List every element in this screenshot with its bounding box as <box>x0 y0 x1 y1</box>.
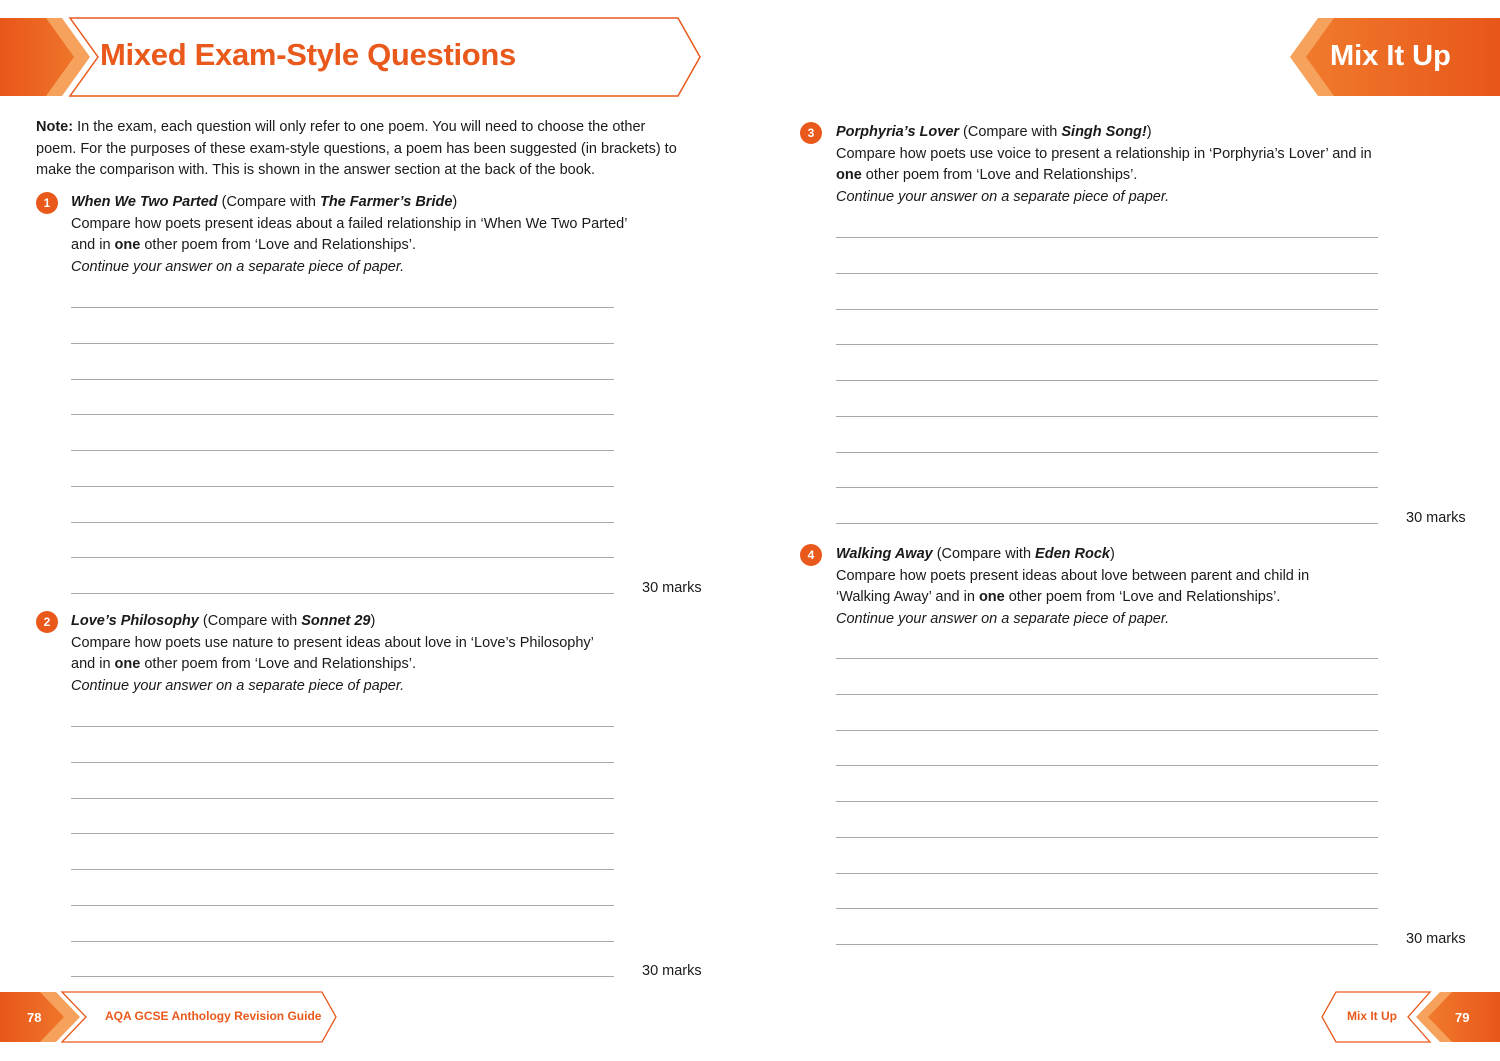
continue-instruction: Continue your answer on a separate piece of paper. <box>71 258 405 275</box>
question-number-badge: 3 <box>800 122 822 144</box>
question-text: and in one other poem from ‘Love and Relationships’. <box>71 237 416 253</box>
continue-instruction: Continue your answer on a separate piece of paper. <box>836 610 1170 627</box>
marks-label: 30 marks <box>1406 510 1466 526</box>
comparison-poem: The Farmer’s Bride <box>319 194 453 210</box>
question-heading: Walking Away (Compare with Eden Rock) <box>836 546 1115 562</box>
question-text: ‘Walking Away’ and in one other poem from ‘Love and Relationships’. <box>836 589 1281 605</box>
question-heading: When We Two Parted (Compare with The Farmer’s Bride) <box>71 194 458 210</box>
question-text: one other poem from ‘Love and Relationships’. <box>836 167 1138 183</box>
question-text: Compare how poets present ideas about love between parent and child in <box>836 567 1310 584</box>
question-heading: Love’s Philosophy (Compare with Sonnet 29) <box>71 613 376 629</box>
answer-lines[interactable] <box>71 307 614 597</box>
answer-lines[interactable] <box>71 726 614 980</box>
footer-section-title: Mix It Up <box>1347 1009 1397 1023</box>
marks-label: 30 marks <box>642 580 702 596</box>
question-number-badge: 1 <box>36 192 58 214</box>
comparison-poem: Singh Song! <box>1061 124 1147 140</box>
marks-label: 30 marks <box>1406 931 1466 947</box>
note-line-2: poem. For the purposes of these exam-style questions, a poem has been suggested (in brackets) to <box>36 140 677 157</box>
question-text: and in one other poem from ‘Love and Relationships’. <box>71 656 416 672</box>
question-2 <box>71 611 594 697</box>
note-label: Note: <box>36 119 74 135</box>
poem-title: Walking Away <box>836 546 933 562</box>
marks-label: 30 marks <box>642 963 702 979</box>
question-1 <box>71 192 627 278</box>
section-title: Mix It Up <box>1330 40 1451 72</box>
exam-note <box>36 117 677 182</box>
page-number-right: 79 <box>1455 1010 1470 1025</box>
poem-title: When We Two Parted <box>71 194 218 210</box>
question-text: Compare how poets use nature to present ideas about love in ‘Love’s Philosophy’ <box>71 634 594 651</box>
note-line-1: Note: In the exam, each question will only refer to one poem. You will need to choose the other <box>36 119 646 135</box>
question-number-badge: 4 <box>800 544 822 566</box>
note-line-3: make the comparison with. This is shown in the answer section at the back of the book. <box>36 162 596 178</box>
answer-lines[interactable] <box>836 658 1378 948</box>
continue-instruction: Continue your answer on a separate piece of paper. <box>71 677 405 694</box>
answer-lines[interactable] <box>836 237 1378 527</box>
continue-instruction: Continue your answer on a separate piece of paper. <box>836 188 1170 205</box>
book-title: AQA GCSE Anthology Revision Guide <box>105 1009 322 1023</box>
question-text: Compare how poets present ideas about a failed relationship in ‘When We Two Parted’ <box>71 215 628 232</box>
page-number-left: 78 <box>27 1010 42 1025</box>
page-title: Mixed Exam-Style Questions <box>100 37 516 72</box>
poem-title: Love’s Philosophy <box>71 613 199 629</box>
question-text: Compare how poets use voice to present a relationship in ‘Porphyria’s Lover’ and in <box>836 145 1372 162</box>
comparison-poem: Eden Rock <box>1035 546 1110 562</box>
question-4 <box>836 544 1309 630</box>
question-number-badge: 2 <box>36 611 58 633</box>
question-heading: Porphyria’s Lover (Compare with Singh Song!) <box>836 124 1152 140</box>
question-3 <box>836 122 1372 208</box>
poem-title: Porphyria’s Lover <box>836 124 960 140</box>
comparison-poem: Sonnet 29 <box>301 613 371 629</box>
